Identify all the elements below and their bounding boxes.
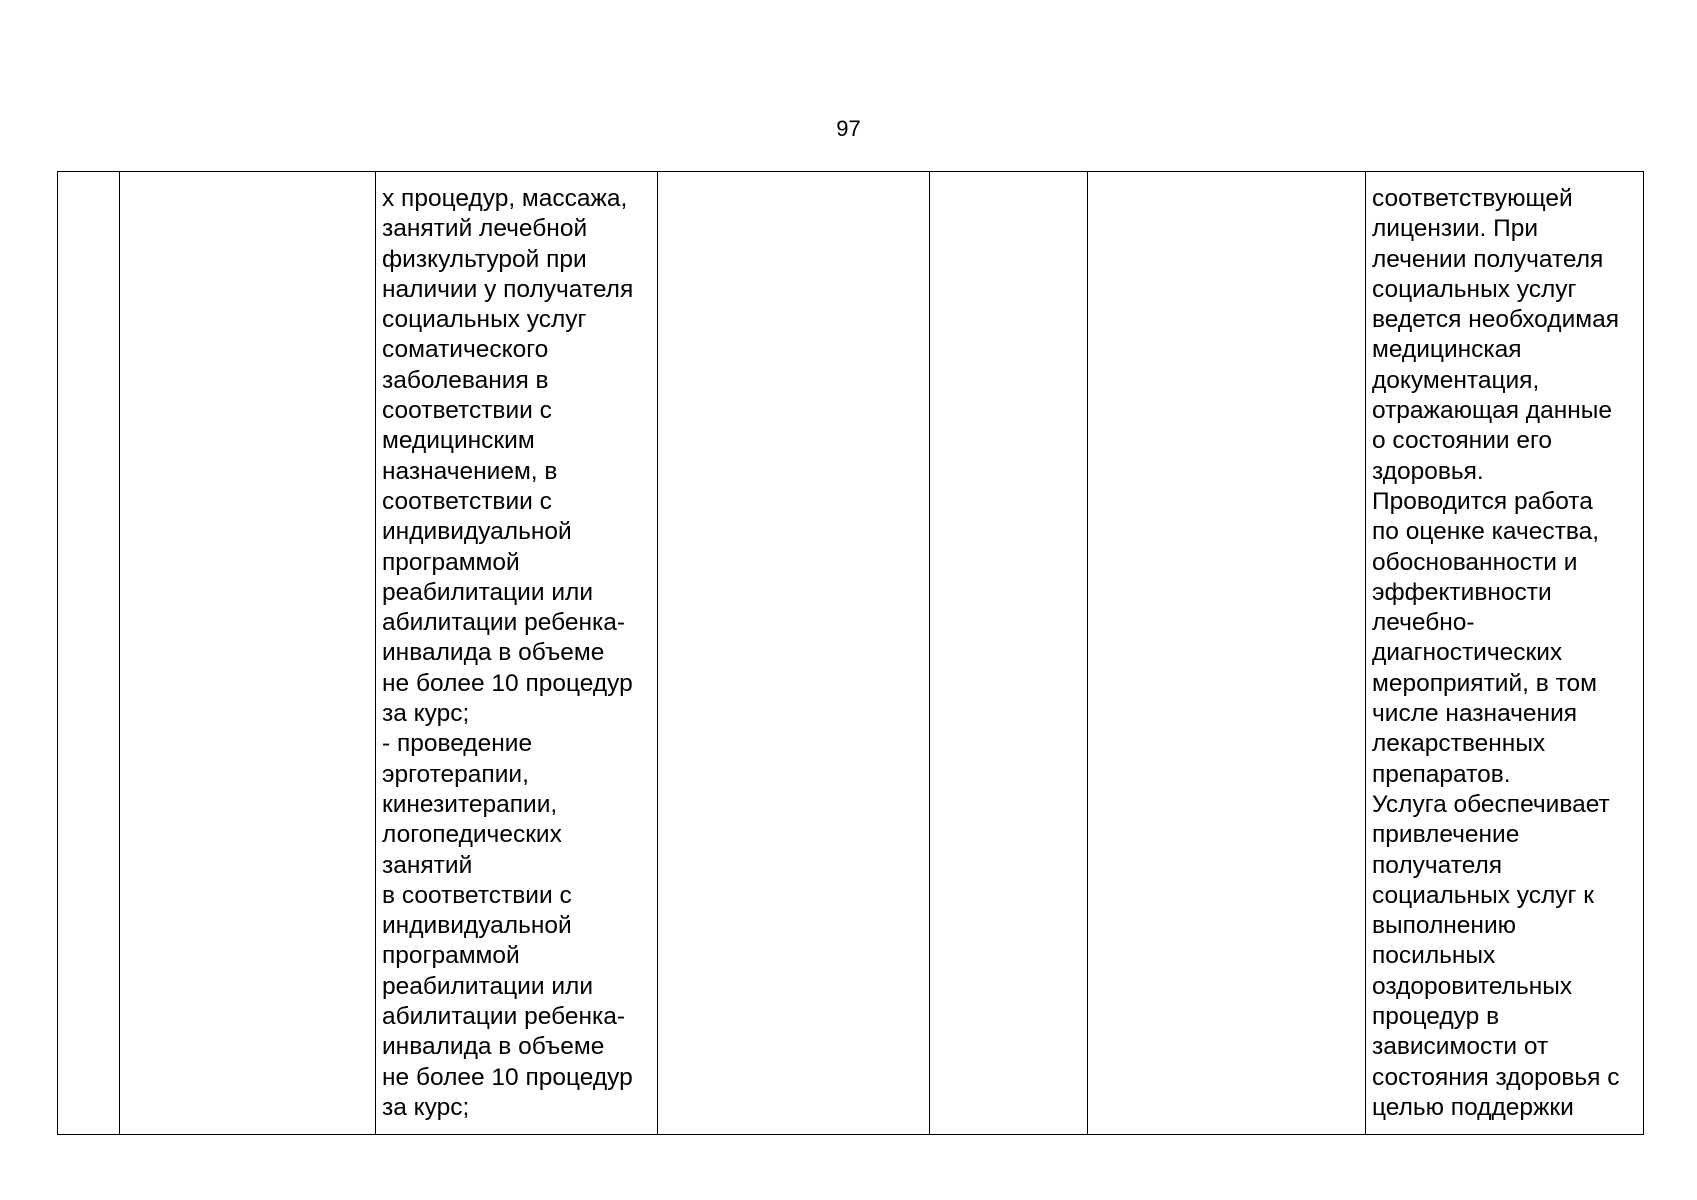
- table-cell-service-description: [376, 172, 658, 1135]
- page-number: 97: [836, 116, 861, 141]
- table-cell-column-5: [930, 172, 1088, 1135]
- table-cell-quality-conditions: [1366, 172, 1644, 1135]
- cell-text: соответствующей лицензии. При лечении получателя социальных услуг ведется необходимая медицинская документация, отражающая данные о состоянии его здоровья. Проводится работа по оценке качества, обоснованности и эффективности лечебно- диагностических мероприятий, в том числе назначения лекарственных препаратов. Услуга обеспечивает привлечение получателя социальных услуг к выполнению посильных оздоровительных процедур в зависимости от состояния здоровья с целью поддержки: [1372, 185, 1620, 1121]
- services-table: [57, 171, 1644, 1135]
- table-cell-number: [58, 172, 120, 1135]
- table-row: [58, 172, 1644, 1135]
- table-cell-column-6: [1088, 172, 1366, 1135]
- table-cell-column-4: [658, 172, 930, 1135]
- table-cell-service-name: [120, 172, 376, 1135]
- cell-text: х процедур, массажа, занятий лечебной физкультурой при наличии у получателя социальных услуг соматического заболевания в соответствии с медицинским назначением, в соответствии с индивидуальной программой реабилитации или абилитации ребенка- инвалида в объеме не более 10 процедур за курс; - проведение эрготерапии, кинезитерапии, логопедических занятий в соответствии с индивидуальной программой реабилитации или абилитации ребенка- инвалида в объеме не более 10 процедур за курс;: [382, 185, 634, 1121]
